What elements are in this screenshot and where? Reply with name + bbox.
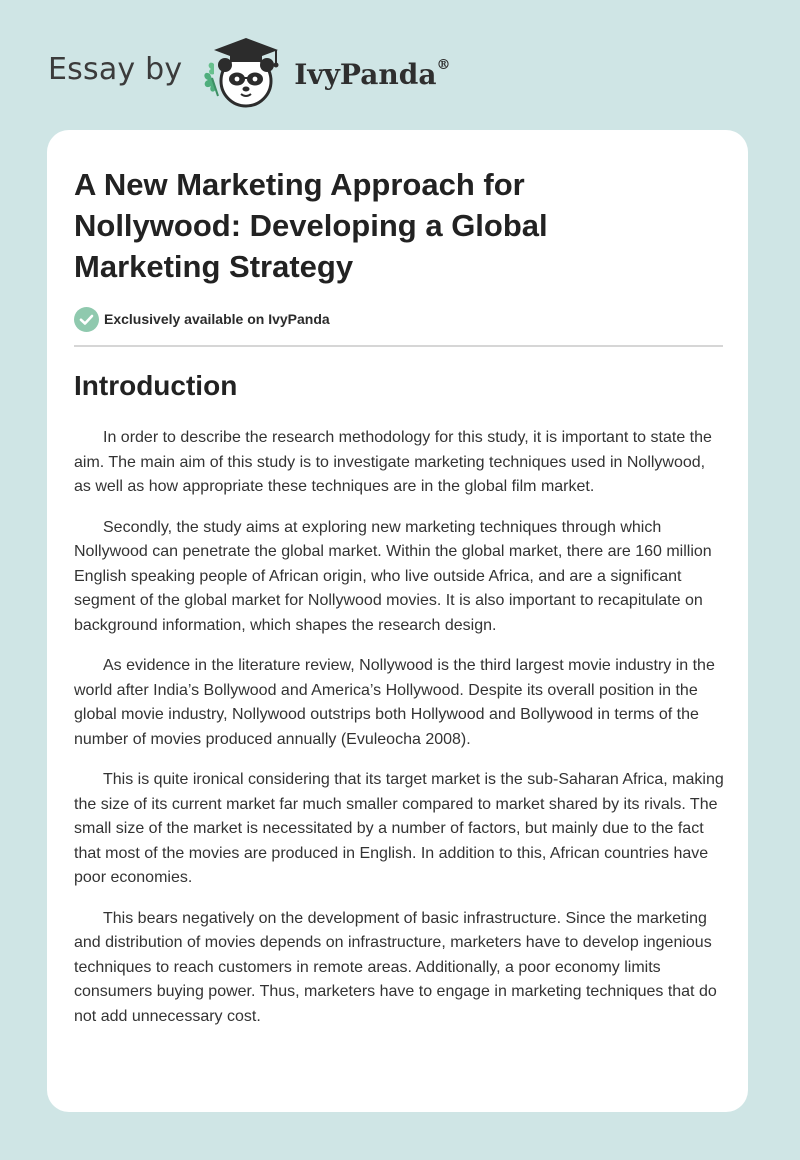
body-paragraph: Secondly, the study aims at exploring new marketing techniques through which Nollywood can penetrate the global market. Within the global market, there are 160 million English speaking people of African origin, who live outside Africa, and are a significant segment of the global market for Nollywood movies. It is also important to recapitulate on background information, which shapes the research design. bbox=[74, 518, 712, 634]
panda-graduate-logo-icon bbox=[196, 34, 292, 110]
body-paragraph: This is quite ironical considering that its target market is the sub-Saharan Africa, making the size of its current market far much smaller compared to market shared by its rivals. The small size of the market is necessitated by a number of factors, but mainly due to the fact that most of the movies are produced in English. In addition to this, African countries have poor economies. bbox=[74, 771, 724, 886]
exclusive-badge bbox=[74, 306, 330, 332]
title-divider bbox=[74, 345, 723, 347]
checkmark-circle-icon bbox=[74, 307, 99, 332]
ivypanda-wordmark bbox=[294, 58, 450, 91]
essay-body bbox=[74, 426, 724, 1045]
essay-card bbox=[47, 130, 748, 1112]
exclusive-badge-text: Exclusively available on IvyPanda bbox=[104, 311, 330, 327]
site-header-brand[interactable] bbox=[48, 34, 450, 110]
registered-mark: ® bbox=[436, 57, 451, 74]
essay-by-label: Essay by bbox=[48, 51, 183, 87]
body-paragraph: This bears negatively on the development of basic infrastructure. Since the marketing and distribution of movies depends on infrastructure, marketers have to develop ingenious techniques to reach customers in remote areas. Additionally, a poor economy limits consumers buying power. Thus, marketers have to engage in marketing techniques that do not add unnecessary cost. bbox=[74, 909, 717, 1025]
section-heading-introduction: Introduction bbox=[74, 370, 238, 401]
brand-name-text: IvyPanda bbox=[294, 57, 437, 91]
essay-title: A New Marketing Approach for Nollywood: Developing a Global Marketing Strategy bbox=[74, 167, 548, 284]
body-paragraph: In order to describe the research methodology for this study, it is important to state the aim. The main aim of this study is to investigate marketing techniques used in Nollywood, as well as how appropriate these techniques are in the global film market. bbox=[74, 429, 712, 495]
body-paragraph: As evidence in the literature review, Nollywood is the third largest movie industry in the world after India’s Bollywood and America’s Hollywood. Despite its overall position in the global movie industry, Nollywood outstrips both Hollywood and Bollywood in terms of the number of movies produced annually (Evuleocha 2008). bbox=[74, 657, 715, 748]
